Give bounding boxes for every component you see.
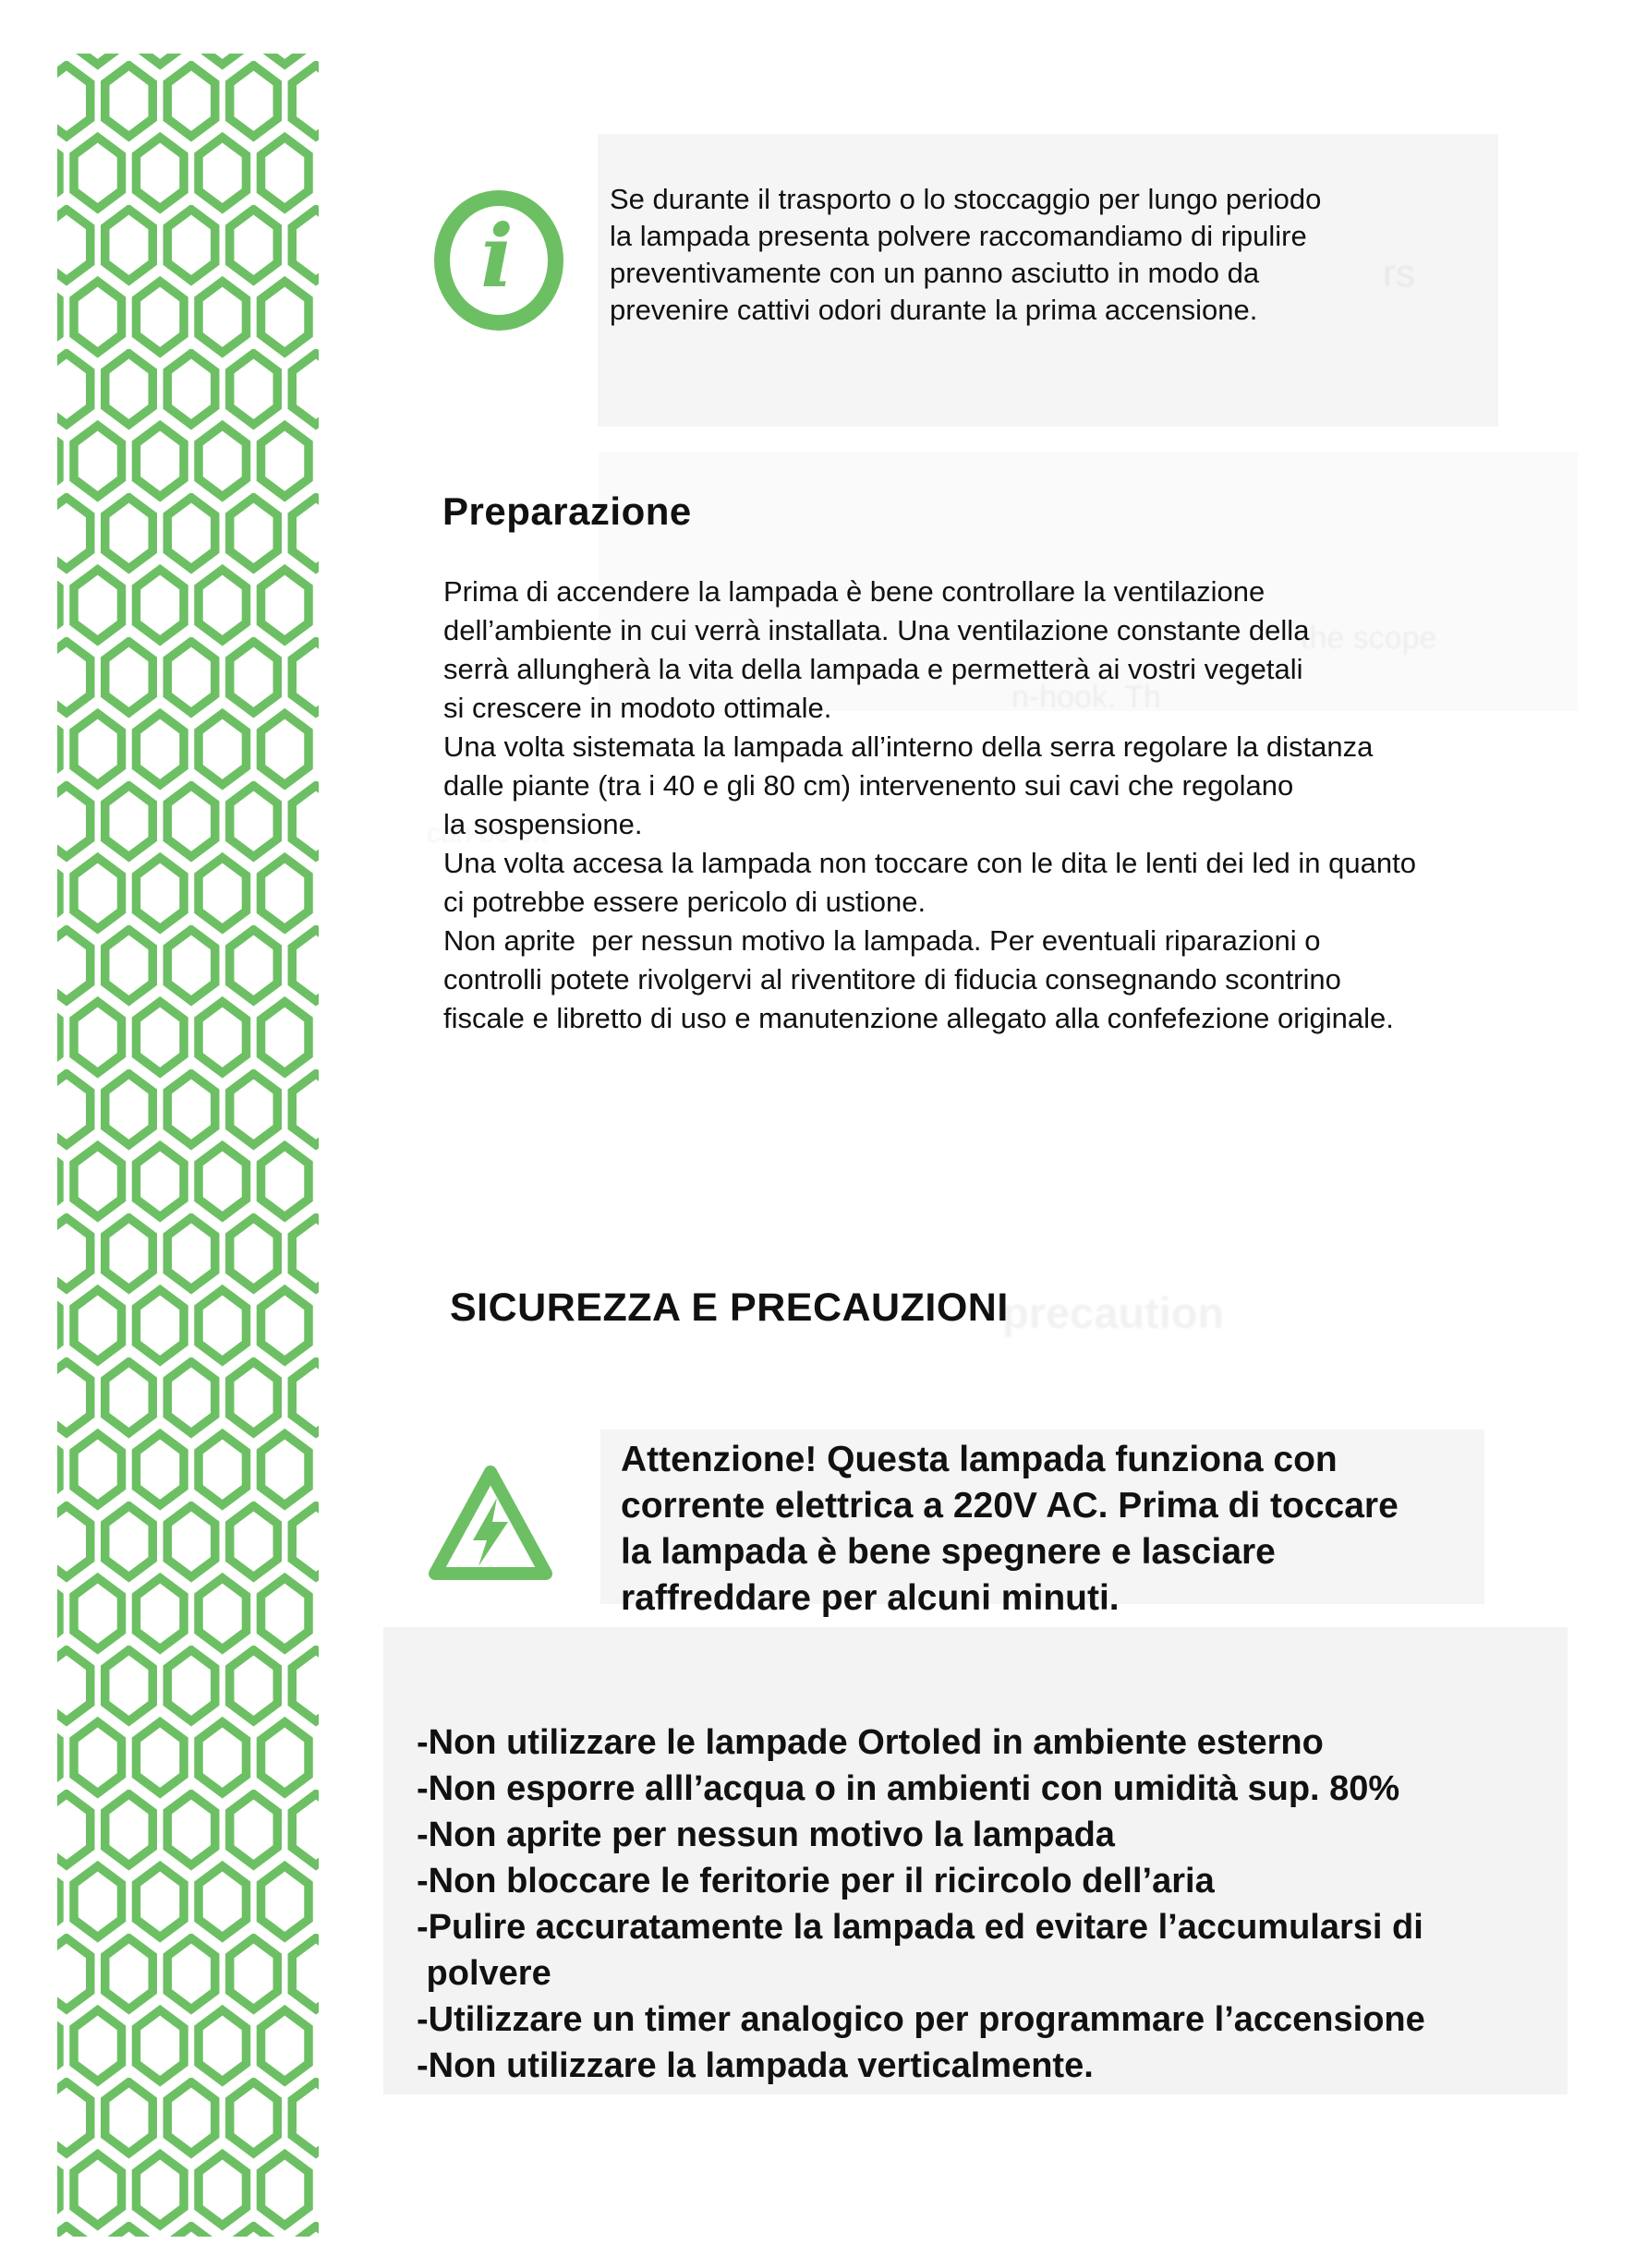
- preparazione-heading: Preparazione: [442, 489, 692, 533]
- paragraph-line: serrà allungherà la vita della lampada e permetterà ai vostri vegetali: [443, 653, 1303, 685]
- warning-line: la lampada è bene spegnere e lasciare: [621, 1532, 1276, 1572]
- paragraph-line: si crescere in modoto ottimale.: [443, 692, 832, 724]
- info-note-line: Se durante il trasporto o lo stoccaggio per lungo periodo: [610, 183, 1322, 215]
- paragraph-line: dalle piante (tra i 40 e gli 80 cm) intervenento sui cavi che regolano: [443, 769, 1294, 802]
- precaution-item: -Non bloccare le feritorie per il ricircolo dell’aria: [417, 1862, 1215, 1900]
- info-note-text: [610, 181, 1321, 329]
- paragraph-line: fiscale e libretto di uso e manutenzione allegato alla confefezione originale.: [443, 1002, 1394, 1034]
- paragraph-line: Una volta sistemata la lampada all’interno della serra regolare la distanza: [443, 730, 1374, 763]
- precaution-item: -Non utilizzare le lampade Ortoled in ambiente esterno: [417, 1723, 1324, 1762]
- precaution-item: -Non aprite per nessun motivo la lampada: [417, 1816, 1115, 1854]
- paragraph-line: la sospensione.: [443, 808, 643, 840]
- precaution-item: -Non utilizzare la lampada verticalmente.: [417, 2046, 1094, 2085]
- precaution-item: polvere: [417, 1954, 551, 1993]
- sicurezza-heading: SICUREZZA E PRECAUZIONI: [450, 1285, 1009, 1330]
- paragraph-line: Non aprite per nessun motivo la lampada. Per eventuali riparazioni o: [443, 924, 1321, 957]
- ghost-text: the scope: [1301, 621, 1437, 656]
- honeycomb-pattern: [0, 0, 323, 2268]
- ghost-text: precaution: [1002, 1288, 1225, 1337]
- info-note-line: la lampada presenta polvere raccomandiamo di ripulire: [610, 220, 1307, 252]
- warning-line: raffreddare per alcuni minuti.: [621, 1578, 1120, 1618]
- warning-line: corrente elettrica a 220V AC. Prima di toccare: [621, 1486, 1399, 1526]
- ghost-text: rs: [1383, 251, 1415, 295]
- info-icon-glyph: i: [480, 206, 514, 308]
- ghost-text: n-hook. Th: [1011, 680, 1161, 715]
- info-icon: [434, 190, 563, 331]
- paragraph-line: Prima di accendere la lampada è bene controllare la ventilazione: [443, 575, 1266, 608]
- precautions-list: [417, 1719, 1425, 2089]
- info-note-line: preventivamente con un panno asciutto in modo da: [610, 257, 1260, 289]
- warning-text: [621, 1437, 1399, 1622]
- preparazione-paragraph: [443, 573, 1416, 1038]
- paragraph-line: Una volta accesa la lampada non toccare con le dita le lenti dei led in quanto: [443, 847, 1416, 879]
- precaution-item: -Utilizzare un timer analogico per programmare l’accensione: [417, 2000, 1425, 2039]
- warning-icon: [423, 1463, 558, 1586]
- paragraph-line: ci potrebbe essere pericolo di ustione.: [443, 886, 926, 918]
- warning-line: Attenzione! Questa lampada funziona con: [621, 1440, 1338, 1479]
- info-note-line: prevenire cattivi odori durante la prima accensione.: [610, 294, 1258, 326]
- precaution-item: -Pulire accuratamente la lampada ed evitare l’accumularsi di: [417, 1908, 1423, 1947]
- paragraph-line: dell’ambiente in cui verrà installata. Una ventilazione constante della: [443, 614, 1310, 646]
- precaution-item: -Non esporre alll’acqua o in ambienti con umidità sup. 80%: [417, 1769, 1400, 1808]
- paragraph-line: controlli potete rivolgervi al riventitore di fiducia consegnando scontrino: [443, 963, 1341, 995]
